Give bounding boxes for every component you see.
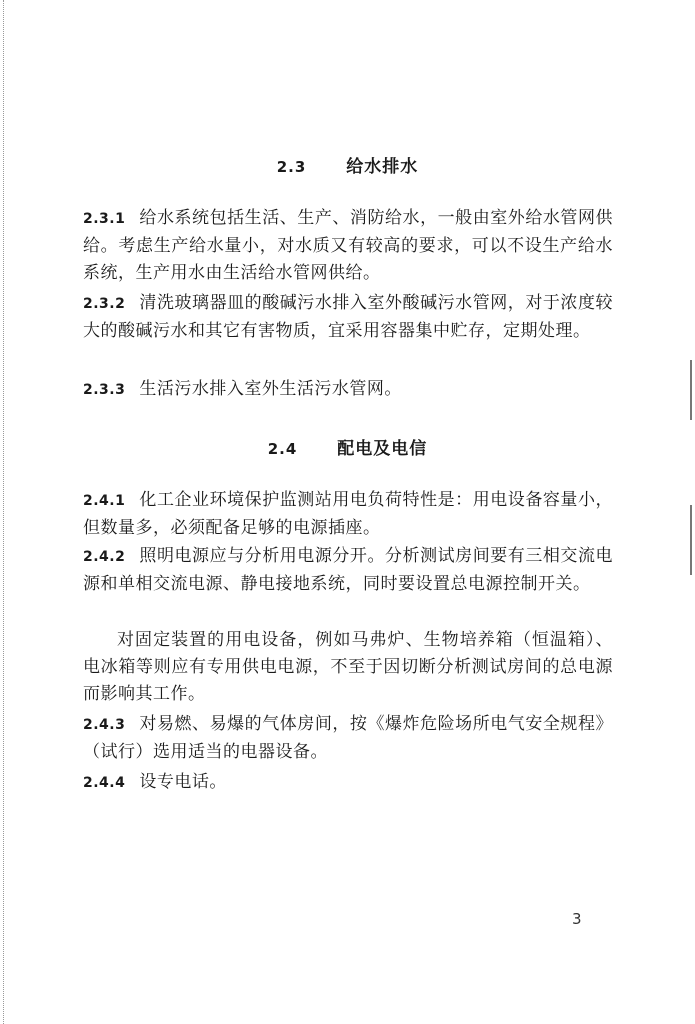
clause-number: 2.3.2 bbox=[83, 296, 126, 312]
clause-text: 给水系统包括生活、生产、消防给水，一般由室外给水管网供给。考虑生产给水量小，对水质又有较高的要求，可以不设生产给水系统，生产用水由生活给水管网供给。 bbox=[83, 208, 613, 283]
clause-2-4-2 bbox=[83, 543, 613, 598]
scan-edge-mark bbox=[690, 505, 692, 575]
page-number: 3 bbox=[572, 910, 582, 928]
section-number: 2.3 bbox=[276, 158, 307, 176]
clause-2-3-1 bbox=[83, 205, 613, 287]
clause-text: 对易燃、易爆的气体房间，按《爆炸危险场所电气安全规程》（试行）选用适当的电器设备。 bbox=[83, 714, 613, 762]
clause-2-4-4 bbox=[83, 769, 613, 797]
section-heading-2-4 bbox=[0, 434, 695, 459]
clause-text: 化工企业环境保护监测站用电负荷特性是：用电设备容量小，但数量多，必须配备足够的电源插座。 bbox=[83, 490, 613, 538]
clause-number: 2.4.1 bbox=[83, 493, 126, 509]
clause-number: 2.4.4 bbox=[83, 775, 126, 791]
clause-2-4-1 bbox=[83, 487, 613, 542]
section-number: 2.4 bbox=[267, 440, 298, 458]
clause-number: 2.4.2 bbox=[83, 549, 126, 565]
section-title: 配电及电信 bbox=[337, 439, 428, 459]
clause-number: 2.4.3 bbox=[83, 717, 126, 733]
clause-2-3-2 bbox=[83, 290, 613, 345]
clause-text: 设专电话。 bbox=[139, 772, 227, 792]
clause-2-3-3 bbox=[83, 376, 613, 404]
clause-2-4-3 bbox=[83, 711, 613, 766]
paragraph-fixed-equipment: 对固定装置的用电设备，例如马弗炉、生物培养箱（恒温箱）、电冰箱等则应有专用供电电源，不至于因切断分析测试房间的总电源而影响其工作。 bbox=[83, 630, 613, 704]
clause-text: 生活污水排入室外生活污水管网。 bbox=[139, 379, 402, 399]
clause-text: 照明电源应与分析用电源分开。分析测试房间要有三相交流电源和单相交流电源、静电接地系统，同时要设置总电源控制开关。 bbox=[83, 546, 613, 594]
scan-edge-mark bbox=[690, 360, 692, 420]
section-heading-2-3 bbox=[0, 152, 695, 177]
clause-number: 2.3.3 bbox=[83, 382, 126, 398]
clause-text: 清洗玻璃器皿的酸碱污水排入室外酸碱污水管网，对于浓度较大的酸碱污水和其它有害物质，宜采用容器集中贮存，定期处理。 bbox=[83, 293, 613, 341]
section-title: 给水排水 bbox=[346, 157, 419, 177]
clause-number: 2.3.1 bbox=[83, 211, 126, 227]
